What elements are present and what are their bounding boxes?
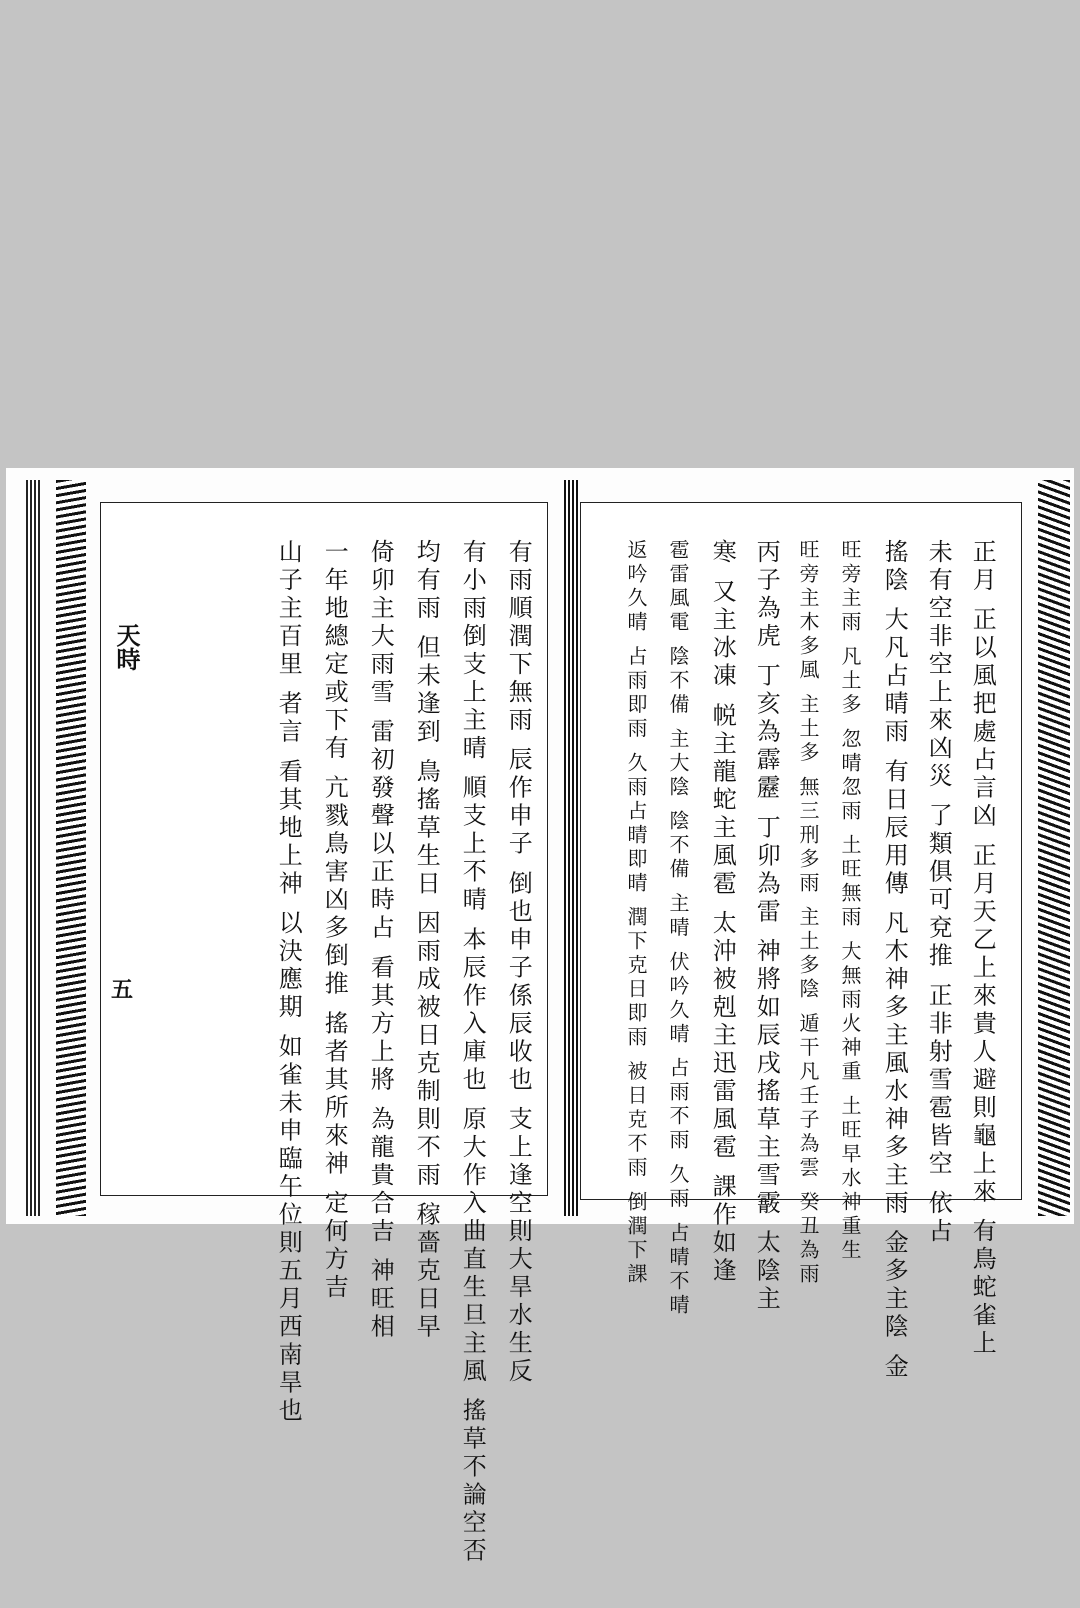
- text-column: 雹雷風電 陰不備 主大陰 陰不備 主晴 伏吟久晴 占雨不雨 久雨 占晴不晴: [666, 539, 690, 1318]
- page-number: 五: [111, 977, 134, 1003]
- text-column: 正月 正以風把處占言凶 正月天乙上來貴人避則龜上來 有鳥蛇雀上: [968, 539, 997, 1358]
- text-column: 旺旁主雨 凡土多 忽晴忽雨 土旺無雨 大無雨火神重 土旺早水神重生: [838, 539, 862, 1263]
- left-page: [100, 502, 548, 1566]
- right-page: [580, 502, 1022, 1382]
- text-column: 旺旁主木多風 主土多 無三刑多雨 主土多陰 遁干凡壬子為雲 癸丑為雨: [796, 539, 820, 1287]
- text-column: 寒 又主冰凍 帨主龍蛇主風雹 太沖被剋主迅雷風雹 課作如逢: [708, 539, 737, 1286]
- page-title: 天時: [112, 623, 141, 671]
- left-decorative-band: [56, 480, 86, 1216]
- text-column: 丙子為虎 丁亥為霹靂 丁卯為雷 神將如辰戌搖草主雪霰 太陰主: [752, 539, 781, 1314]
- text-column: 有小雨倒支上主晴 順支上不晴 本辰作入庫也 原大作入曲直生旦主風 搖草不論空否: [458, 539, 487, 1566]
- text-column: 均有雨 但未逢到 鳥搖草生日 因雨成被日克制則不雨 稼嗇克日早: [412, 539, 441, 1342]
- left-binding-edge: [26, 480, 40, 1216]
- text-column: 搖陰 大凡占晴雨 有日辰用傳 凡木神多主風水神多主雨 金多主陰 金: [880, 539, 909, 1382]
- right-decorative-band: [1038, 480, 1070, 1216]
- text-column: 山子主百里 者言 看其地上神 以決應期 如雀未申臨午位則五月西南旱也: [274, 539, 303, 1426]
- text-column: 返吟久晴 占雨即雨 久雨占晴即晴 潤下克日即雨 被日克不雨 倒潤下課: [624, 539, 648, 1287]
- text-column: 未有空非空上來凶災 了類俱可兗推 正非射雪雹皆空 依占: [924, 539, 953, 1246]
- scanned-book-spread: [6, 468, 1074, 1566]
- text-column: 一年地總定或下有 亢戮鳥害凶多倒推 搖者其所來神 定何方吉: [320, 539, 349, 1302]
- text-column: 倚卯主大雨雪 雷初發聲以正時占 看其方上將 為龍貴合吉 神旺相: [366, 539, 395, 1342]
- text-column: 有雨順潤下無雨 辰作申子 倒也申子係辰收也 支上逢空則大旱水生反: [504, 539, 533, 1386]
- center-gutter: [564, 480, 578, 1216]
